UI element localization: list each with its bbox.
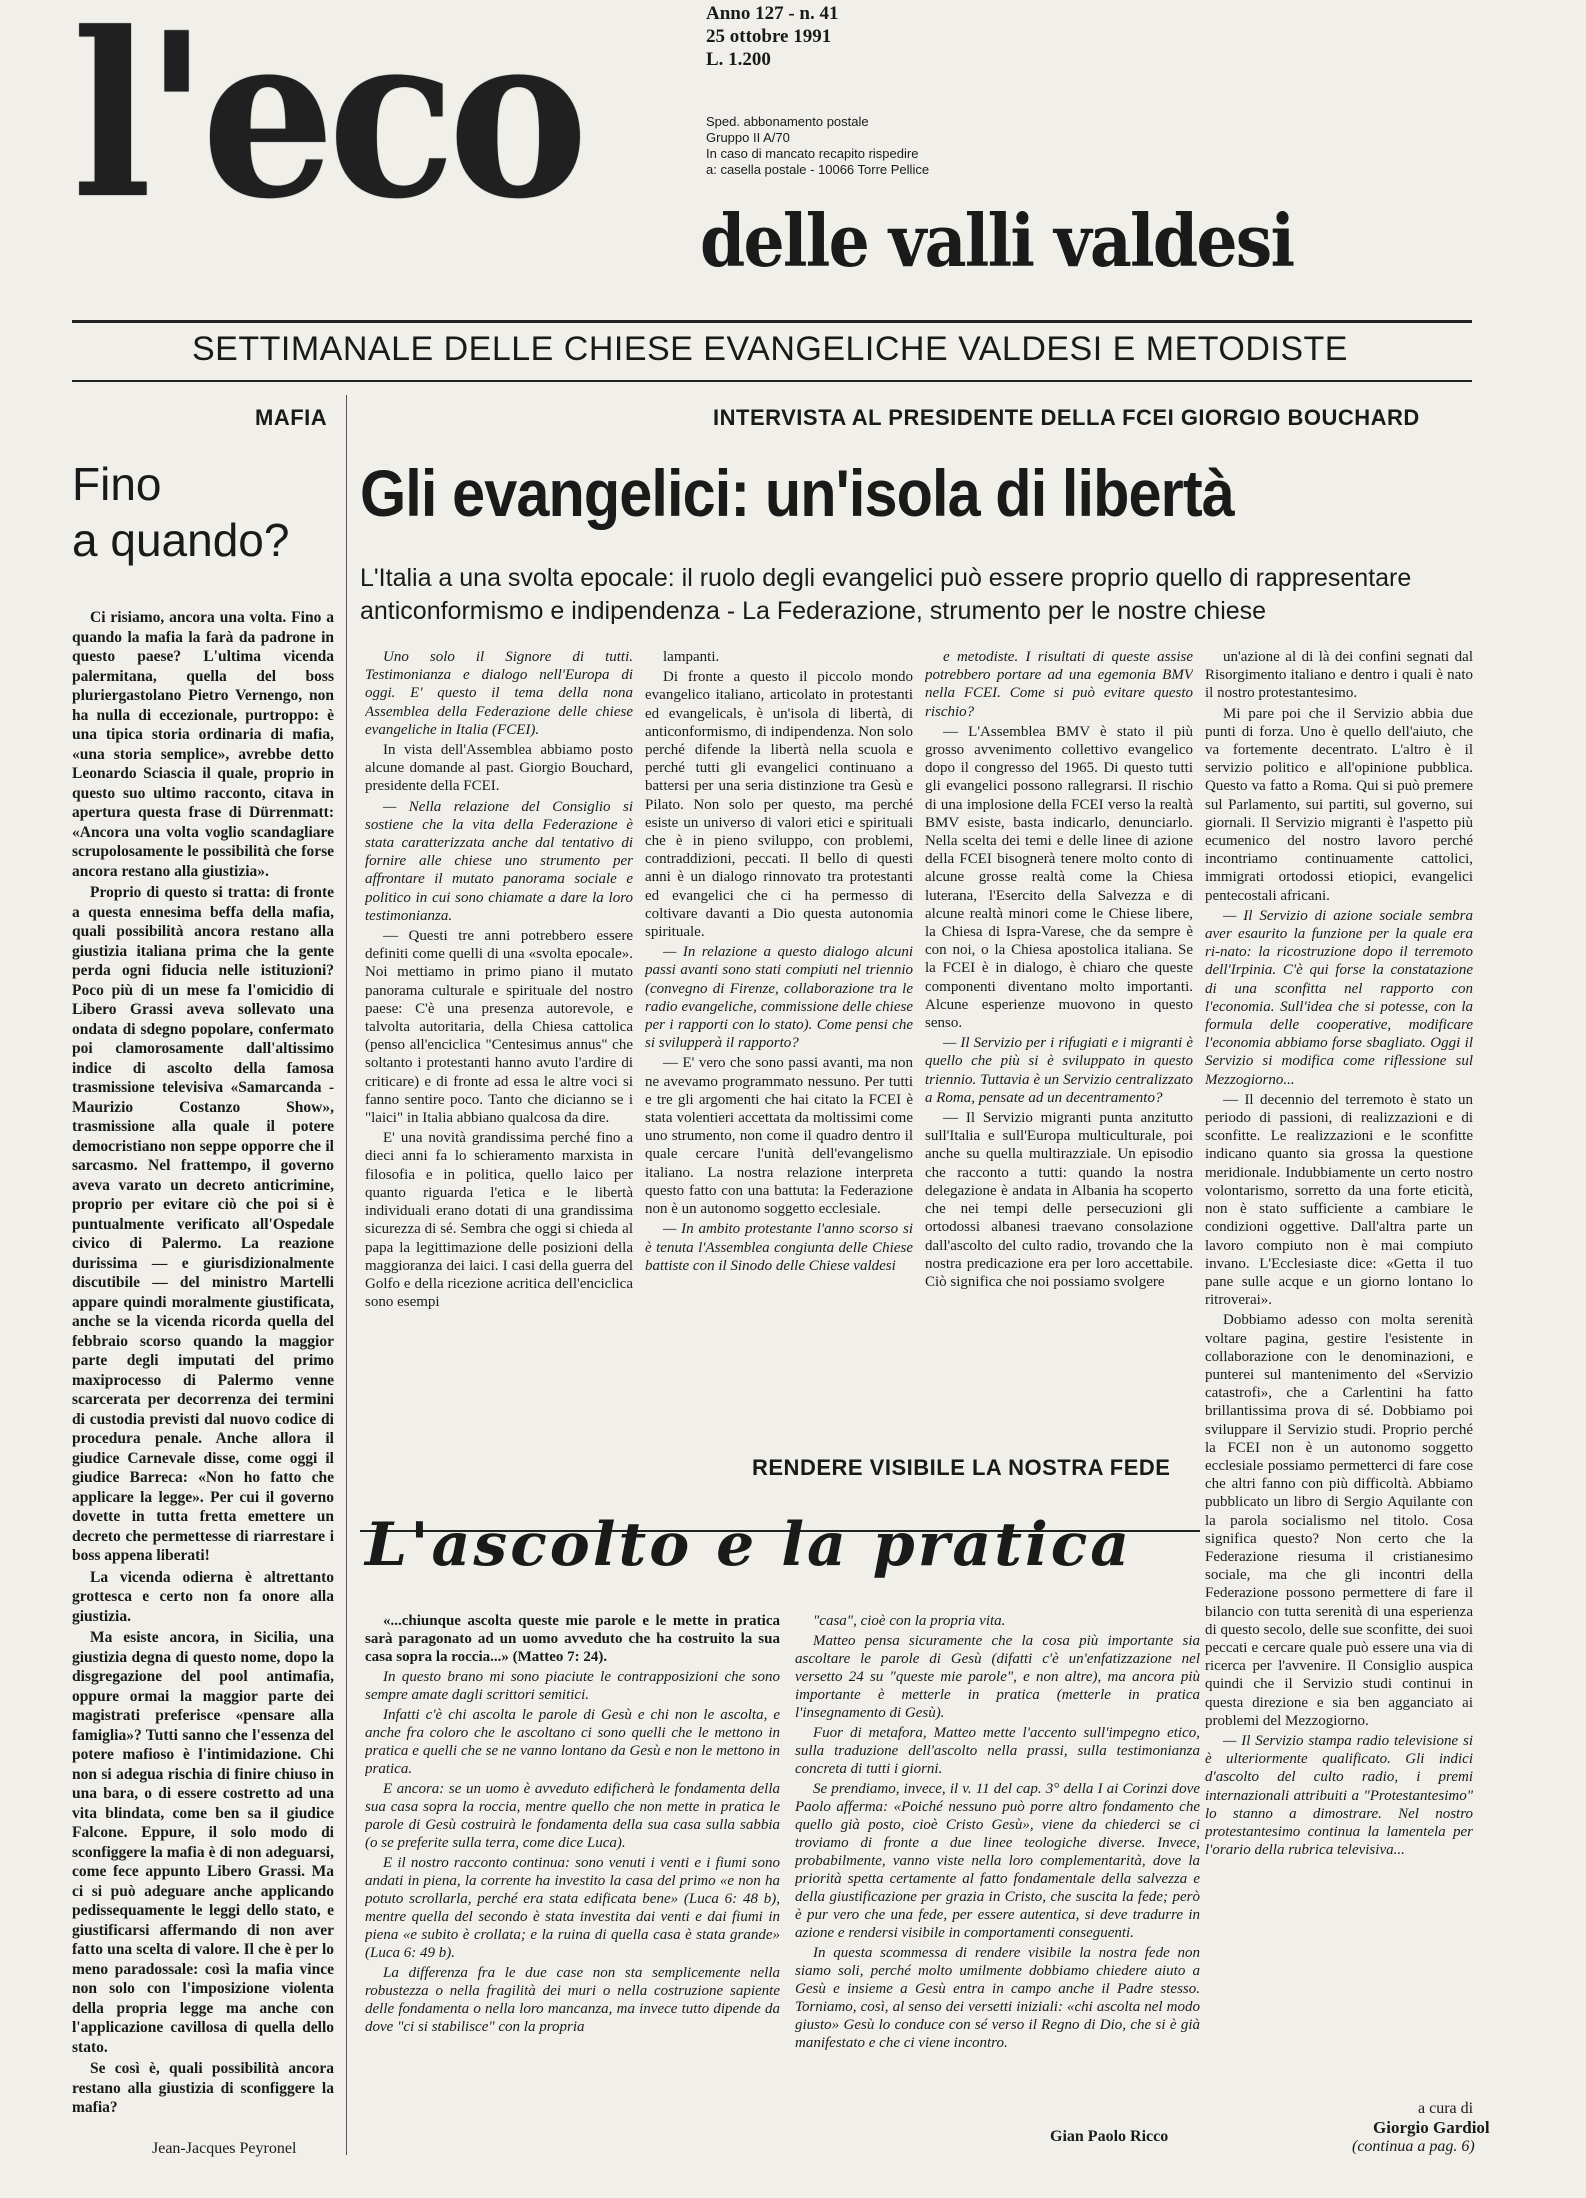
- issue-date: 25 ottobre 1991: [706, 26, 832, 47]
- masthead-rule-bottom: [72, 380, 1472, 382]
- paragraph: Dobbiamo adesso con molta serenità voltare pagina, gestire l'esistente in collaborazione con le denominazioni, e punterei sul mantenimento del «Servizio catastrofi», che a Carlentini ha fatto brillantissima prova di sé. Dobbiamo poi sviluppare il Servizio studi. Proprio perché la FCEI non è un autonomo soggetto ecclesiale possiamo permetterci di fare cose che altri fanno con più difficoltà. Abbiamo pubblicato un libro di Sergio Aquilante con la parola socialismo nel titolo. Cosa significa questo? Non certo che la Federazione riesuma il cristianesimo sociale, ma che gli incontri della Federazione possono permettere di fare il bilancio con tutta serenità di una esperienza di questo secolo, delle sue sconfitte, dei suoi peccati e cercare quale può essere una via di ricerca per l'avvenire. Il Consiglio auspica quindi che il Servizio studi continui in questa direzione e sia ben agganciato ai problemi del Mezzogiorno.: [1205, 1312, 1473, 1729]
- issue-info: [706, 2, 839, 71]
- masthead-subtitle: delle valli valdesi: [700, 198, 1294, 283]
- left-headline: [72, 456, 289, 568]
- paragraph: Fuor di metafora, Matteo mette l'accento sull'impegno etico, sulla traduzione dell'ascolto nella prassi, sulla testimonianza concreta di tutti i giorni.: [795, 1725, 1200, 1777]
- column-divider: [346, 395, 347, 2155]
- paragraph: — Il decennio del terremoto è stato un periodo di passioni, di realizzazioni e di sconfitte. Le realizzazioni e le sconfitte indicano quanto sia grossa la questione meridionale. Indubbiamente un certo nostro volontarismo, sorretto da una forte eticità, non è stato sufficiente a cambiare le condizioni oggettive. Dall'altra parte un lavoro compiuto non è mai compiuto invano. L'Ecclesiaste dice: «Getta il tuo pane sulle acque e un giorno lontano lo ritroverai».: [1205, 1091, 1473, 1309]
- paragraph: — Il Servizio di azione sociale sembra aver esaurito la funzione per la quale era ri-nato: la ricostruzione dopo il terremoto dell'Irpinia. C'è qui forse la constatazione di una sconfitta nel rapporto con l'economia. Sull'idea che si potesse, con la formula delle cooperative, modificare l'economia abbiamo forse sbagliato. Oggi il Servizio si modifica come riflessione sul Mezzogiorno...: [1205, 907, 1473, 1088]
- paragraph: La differenza fra le due case non sta semplicemente nella robustezza o nella fragilità dei muri o nella costruzione sapiente delle fondamenta o nella loro mancanza, ma invece tutto dipende da dove "ci si stabilisce" con la propria: [365, 1965, 780, 2035]
- interview-column: [925, 648, 1193, 1528]
- interview-credit-name: Giorgio Gardiol: [1373, 2118, 1490, 2137]
- paragraph: E ancora: se un uomo è avveduto edificherà le fondamenta della sua casa sopra la roccia, mentre quello che non mette in pratica le parole di Gesù costruirà le fondamenta della sua casa sulla sabbia (o se preferite sulla terra, come dice Luca).: [365, 1781, 780, 1851]
- paragraph: In questa scommessa di rendere visibile la nostra fede non siamo soli, perché molto umilmente dobbiamo chiedere aiuto a Gesù e insieme a Gesù entra in campo anche il Padre stesso. Torniamo, così, al senso dei versetti iniziali: «chi ascolta nel modo giusto» Gesù lo conduce con sé verso il Regno di Dio, che si è già manifestato e che ci viene incontro.: [795, 1945, 1200, 2051]
- paragraph: «...chiunque ascolta queste mie parole e le mette in pratica sarà paragonato ad un uomo avveduto che ha costruito la sua casa sopra la roccia...» (Matteo 7: 24).: [365, 1613, 780, 1665]
- paragraph: Ci risiamo, ancora una volta. Fino a quando la mafia la farà da padrone in questo paese? L'ultima vicenda palermitana, quella del boss pluriergastolano Pietro Vernengo, non ha nulla di eccezionale, purtroppo: è una tipica storia ordinaria di mafia, «una storia semplice», avrebbe detto Leonardo Sciascia il quale, proprio in questo suo ultimo racconto, citava in apertura questa frase di Dürrenmatt: «Ancora una volta voglio scandagliare scrupolosamente le possibilità che forse ancora restano alla giustizia».: [72, 609, 334, 880]
- interview-headline: Gli evangelici: un'isola di libertà: [360, 456, 1234, 530]
- paragraph: In questo brano mi sono piaciute le contrapposizioni che sono sempre amate dagli scrittori semitici.: [365, 1669, 780, 1703]
- paragraph: E il nostro racconto continua: sono venuti i venti e i fiumi sono andati in piena, la corrente ha investito la casa del primo «e non ha potuto scrollarla, perché era stata edificata bene» (Luca 6: 48 b), mentre quella del secondo è stata investita dai venti e dai fiumi in piena «e subito è crollata; e la ruina di quella casa è stata grande» (Luca 6: 49 b).: [365, 1855, 780, 1961]
- second-kicker: RENDERE VISIBILE LA NOSTRA FEDE: [752, 1455, 1171, 1480]
- second-column: [795, 1612, 1200, 2124]
- interview-column: [645, 648, 913, 1528]
- postal-line: Gruppo II A/70: [706, 130, 790, 145]
- paragraph: lampanti.: [663, 649, 720, 665]
- issue-number: Anno 127 - n. 41: [706, 3, 839, 24]
- second-column: [365, 1612, 780, 2152]
- paragraph: — In ambito protestante l'anno scorso si è tenuta l'Assemblea congiunta delle Chiese battiste con il Sinodo delle Chiese valdesi: [645, 1221, 913, 1274]
- postal-line: a: casella postale - 10066 Torre Pellice: [706, 162, 930, 177]
- postal-line: Sped. abbonamento postale: [706, 114, 869, 129]
- paragraph: — In relazione a questo dialogo alcuni passi avanti sono stati compiuti nel triennio (convegno di Firenze, collaborazione tra le radio evangeliche, commissione delle chiese per i rapporti con lo stato). Come pensi che si svilupperà il rapporto?: [645, 944, 913, 1052]
- interview-column: [1205, 648, 1473, 2068]
- interview-kicker: INTERVISTA AL PRESIDENTE DELLA FCEI GIORGIO BOUCHARD: [713, 405, 1420, 430]
- paragraph: e metodiste. I risultati di queste assise potrebbero portare ad una egemonia BMV nella FCEI. Come si può evitare questo rischio?: [925, 649, 1193, 720]
- paragraph: — Il Servizio per i rifugiati e i migranti è quello che più si è sviluppato in questo triennio. Tuttavia è un Servizio centralizzato a Roma, pensate ad un decentramento?: [925, 1035, 1193, 1106]
- postal-line: In caso di mancato recapito rispedire: [706, 146, 919, 161]
- paragraph: — Questi tre anni potrebbero essere definiti come quelli di una «svolta epocale». Noi mettiamo in primo piano il mutato panorama culturale e spirituale del nostro paese: C'è una presenza autorevole, e talvolta autoritaria, della Chiesa cattolica (penso all'enciclica "Centesimus annus" che soltanto i protestanti hanno avuto l'ardire di criticare) e di fronte ad essa le altre voci si fanno sentire poco. Tanto che dicianno se i "laici" in Italia abbiano qualcosa da dire.: [365, 928, 633, 1127]
- paragraph: E' una novità grandissima perché fino a dieci anni fa lo schieramento marxista in filosofia e in politica, quello laico per quanto riguarda l'etica e le libertà individuali erano dotati di una grandissima sicurezza di sé. Sembra che oggi si chieda al papa la legittimazione delle posizioni della maggioranza dei laici. I casi della guerra del Golfo e della ricezione acritica dell'enciclica sono esempi: [365, 1130, 633, 1311]
- paragraph: — Il Servizio stampa radio televisione si è ulteriormente qualificato. Gli indici d'ascolto del culto radio, i premi internazionali attribuiti a "Protestantesimo" lo stanno a dimostrare. Nel nostro protestantesimo continua la lamentela per l'orario della rubrica televisiva...: [1205, 1732, 1473, 1859]
- paragraph: — Il Servizio migranti punta anzitutto sull'Italia e sull'Europa multiculturale, poi anche su quella multirazziale. Un episodio che racconto a tutti: quando la nostra delegazione è andata in Albania ha scoperto che nei tempi delle persecuzioni gli ortodossi albanesi traevano consolazione dall'ascolto del culto radio, trovando che la nostra predicazione era per loro accettabile. Ciò significa che noi possiamo svolgere: [925, 1110, 1193, 1290]
- paragraph: — E' vero che sono passi avanti, ma non ne avevamo programmato nessuno. Per tutti e tre gli argomenti che hai citato la FCEI è stata volentieri accettata da moltissimi come uno strumento, non come il quadro dentro il quale cercare l'unità dell'evangelismo italiano. La nostra relazione interpreta questo fatto con una battuta: la Federazione non è un autonomo soggetto ecclesiale.: [645, 1055, 913, 1218]
- left-article-body: [72, 608, 334, 2118]
- newspaper-tagline: SETTIMANALE DELLE CHIESE EVANGELICHE VALDESI E METODISTE: [192, 330, 1348, 368]
- paragraph: — L'Assemblea BMV è stato il più grosso avvenimento collettivo evangelico dopo il congresso del 1965. Di questo tutti gli evangelici possono rallegrarsi. Il rischio di una implosione della FCEI verso la realtà BMV esiste, basta indicarlo, denunciarlo. Nella scelta dei temi e delle linee di azione della FCEI bisognerà tenere molto conto di alcune grosse realtà come la Chiesa luterana, l'Esercito della Salvezza e di alcune realtà minori come le Chiese libere, la Chiesa di Ispra-Varese, che da sempre è con noi, o la Chiesa apostolica italiana. Se la FCEI è in dialogo, è chiaro che queste componenti diventano molto importanti. Alcune esperienze muovono in questo senso.: [925, 723, 1193, 1032]
- paragraph: Se prendiamo, invece, il v. 11 del cap. 3° della I ai Corinzi dove Paolo afferma: «Poiché nessuno può porre altro fondamento che quello già posto, cioè Cristo Gesù», viene da chiederci se ci troviamo di fronte a due linee teologiche diverse. Invece, probabilmente, vanno viste nella loro complementarità, dove la priorità spetta certamente al fatto fondamentale della salvezza e della giustificazione per grazia in Cristo, che suscita la fede; però è pur vero che una fede, per essere autentica, si deve tradurre in azione e rendersi visibile in comportamenti conseguenti.: [795, 1781, 1200, 1941]
- continued-note: (continua a pag. 6): [1352, 2138, 1475, 2155]
- interview-deck: L'Italia a una svolta epocale: il ruolo degli evangelici può essere proprio quello di rappresentare anticonformismo e indipendenza - La Federazione, strumento per le nostre chiese: [360, 564, 1412, 625]
- second-signature: Gian Paolo Ricco: [1050, 2128, 1169, 2145]
- paragraph: "casa", cioè con la propria vita.: [813, 1613, 1006, 1629]
- paragraph: un'azione al di là dei confini segnati dal Risorgimento italiano e dentro i quali è nato il nostro protestantesimo.: [1205, 649, 1473, 702]
- paragraph: Ma esiste ancora, in Sicilia, una giustizia degna di questo nome, dopo la disgregazione del pool antimafia, oppure ormai la maggior parte dei magistrati preferisce «pensare alla famiglia»? Tutti sanno che l'essenza del potere mafioso è l'intimidazione. Chi non si adegua rischia di finire chiuso in una bara, o di essere costretto ad una vita blindata, come ben sa il giudice Falcone. Eppure, il solo modo di sconfiggere la mafia è di non adeguarsi, come fece appunto Libero Grassi. Ma ci si può adeguare anche applicando pedissequamente le leggi dello stato, e giustificarsi affermando di non aver fatto una scelta di valore. Il che è per lo meno paradossale: così la mafia vince non solo con l'imposizione violenta della propria legge ma anche con l'applicazione cavillosa di quella dello stato.: [72, 1629, 334, 2056]
- interview-credit-label: a cura di: [1418, 2100, 1474, 2117]
- second-headline: L'ascolto e la pratica: [365, 1510, 1133, 1580]
- left-headline-line: Fino: [72, 458, 162, 510]
- paragraph: — Nella relazione del Consiglio si sostiene che la vita della Federazione è stata caratterizzata anche dal tentativo di fornire alle chiese uno strumento per affrontare il mutato panorama sociale e politico in cui sono chiamate a dare la loro testimonianza.: [365, 798, 633, 924]
- paragraph: La vicenda odierna è altrettanto grottesca e certo non fa onore alla giustizia.: [72, 1568, 334, 1625]
- paragraph: In vista dell'Assemblea abbiamo posto alcune domande al past. Giorgio Bouchard, presidente della FCEI.: [365, 742, 633, 795]
- masthead-rule-top: [72, 320, 1472, 323]
- left-kicker: MAFIA: [255, 405, 328, 430]
- paragraph: Infatti c'è chi ascolta le parole di Gesù e chi non le ascolta, e anche fra coloro che le ascoltano ci sono quelli che le mettono in pratica e quelli che se ne vanno lontano da Gesù e non le mettono in pratica.: [365, 1707, 780, 1777]
- interview-column: [365, 648, 633, 1528]
- paragraph: Mi pare poi che il Servizio abbia due punti di forza. Uno è quello dell'aiuto, che va fortemente decentrato. L'altro è il servizio politico e all'opinione pubblica. Questo va fatto a Roma. Qui si può premere sul Parlamento, sui partiti, sul governo, sui giornali. Il Servizio migranti è l'aspetto più ecumenico del nostro lavoro perché incontriamo continuamente cattolici, immigrati ortodossi etiopici, evangelici pentecostali africani.: [1205, 705, 1473, 904]
- postal-info: [706, 114, 929, 178]
- left-signature: Jean-Jacques Peyronel: [152, 2140, 297, 2157]
- paragraph: Se così è, quali possibilità ancora restano alla giustizia di sconfiggere la mafia?: [72, 2060, 334, 2116]
- masthead-title: l'eco: [72, 0, 581, 249]
- paragraph: Proprio di questo si tratta: di fronte a questa ennesima beffa della mafia, quali possibilità ancora restano alla giustizia italiana prima che la gente perda ogni fiducia nelle istituzioni? Poco più di un mese fa l'omicidio di Libero Grassi aveva sollevato una ondata di sdegno popolare, confermato poi clamorosamente dall'altissimo indice di ascolto della famosa trasmissione televisiva «Samarcanda - Maurizio Costanzo Show», trasmissione alla quale il potere democristiano non seppe opporre che il sarcasmo. Nel frattempo, il governo aveva varato un decreto anticrimine, proprio per evitare ciò che poi si è puntualmente verificato all'Ospedale civico di Palermo. La reazione durissima — e giurisdizionalmente discutibile — del ministro Martelli appare quindi moralmente giustificata, anche se la vicenda ricorda quella del febbraio scorso quando la maggior parte degli imputati del primo maxiprocesso di Palermo venne scarcerata per decorrenza dei termini di custodia previsti dal nuovo codice di procedura penale. Anche allora il giudice Carnevale disse, come oggi il giudice Barreca: «Non ho fatto che applicare la legge». Per cui il governo dovette in tutta fretta emettere un decreto che permettesse di riarrestare i boss appena liberati!: [72, 884, 334, 1564]
- paragraph: Matteo pensa sicuramente che la cosa più importante sia ascoltare le parole di Gesù (difatti c'è un'enfatizzazione nel versetto 24 su "queste mie parole", e non altre), ma ancora più importante è metterle in pratica (metterle in pratica l'insegnamento di Gesù).: [795, 1633, 1200, 1721]
- issue-price: L. 1.200: [706, 49, 771, 70]
- paragraph: Di fronte a questo il piccolo mondo evangelico italiano, articolato in protestanti ed evangelicals, è un'isola di libertà, di anticonformismo, di indipendenza. Non solo perché difende la libertà nella scuola e perché tutti gli evangelici continuano a battersi per una seria distinzione tra Gesù e Pilato. Non solo per questo, ma perché esiste un universo di valori etici e spirituali che è in pieno sviluppo, con problemi, contraddizioni, peccati. Il bello di questi anni è un dialogo rinnovato tra protestanti ed evangelici che ci ha permesso di coltivare davanti a Dio questa autonomia spirituale.: [645, 669, 913, 941]
- paragraph: Uno solo il Signore di tutti. Testimonianza e dialogo nell'Europa di oggi. E' questo il tema della nona Assemblea della Federazione delle chiese evangeliche in Italia (FCEI).: [365, 649, 633, 738]
- left-headline-line: a quando?: [72, 514, 290, 566]
